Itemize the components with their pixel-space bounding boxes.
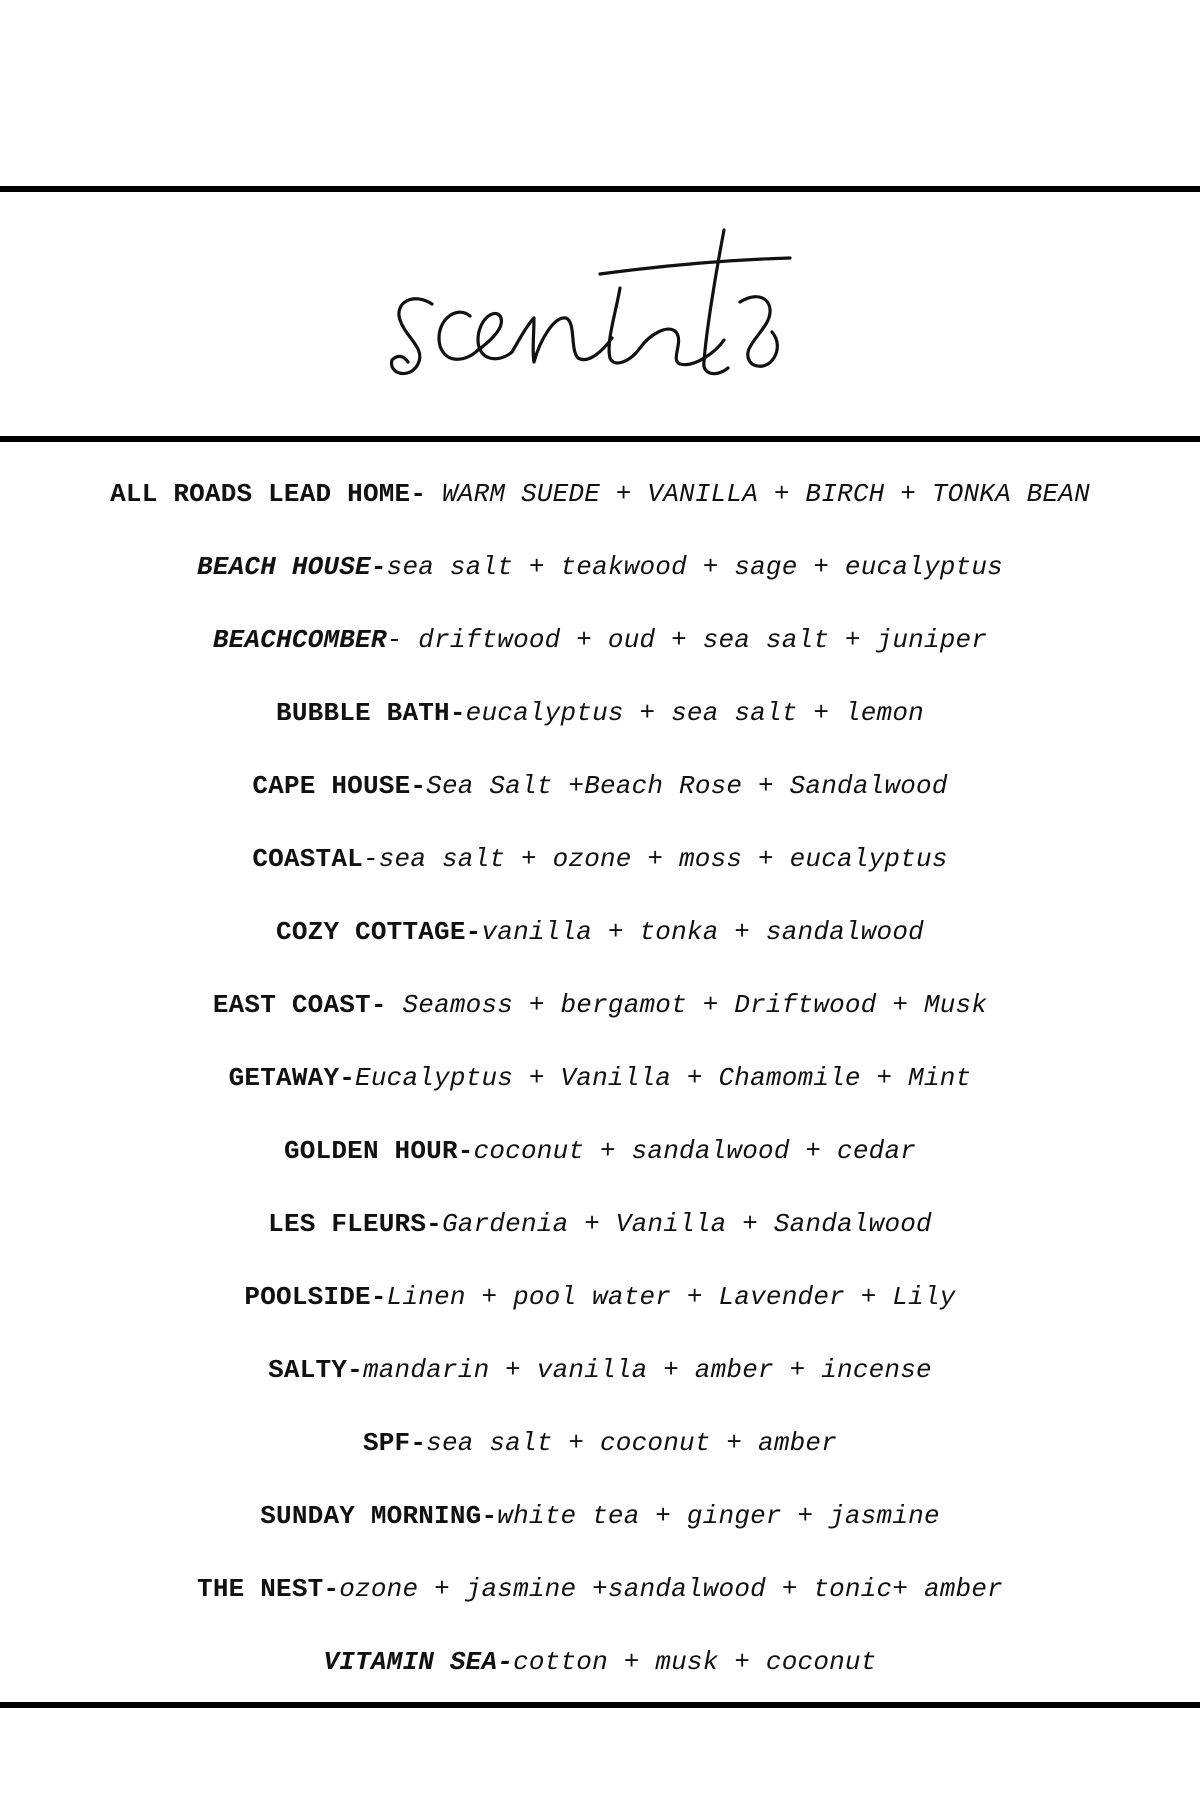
scent-row (0, 823, 1200, 896)
scent-notes: white tea + ginger + jasmine (497, 1501, 940, 1531)
scent-notes: cotton + musk + coconut (513, 1647, 877, 1677)
scent-row (0, 1553, 1200, 1626)
scent-name: CAPE HOUSE- (252, 771, 427, 801)
scent-row (0, 1407, 1200, 1480)
scent-row (0, 531, 1200, 604)
scent-name: THE NEST- (197, 1574, 340, 1604)
scent-notes: Eucalyptus + Vanilla + Chamomile + Mint (355, 1063, 972, 1093)
middle-divider (0, 436, 1200, 442)
scent-name: VITAMIN SEA- (323, 1647, 514, 1677)
scent-name: EAST COAST- (212, 990, 387, 1020)
scent-notes: eucalyptus + sea salt + lemon (465, 698, 924, 728)
scent-notes: -sea salt + ozone + moss + eucalyptus (362, 844, 948, 874)
scent-notes: sea salt + teakwood + sage + eucalyptus (386, 552, 1003, 582)
scent-notes: ozone + jasmine +sandalwood + tonic+ amber (339, 1574, 1003, 1604)
scent-name: LES FLEURS- (268, 1209, 442, 1239)
scent-notes: WARM SUEDE + VANILLA + BIRCH + TONKA BEAN (426, 479, 1090, 509)
scent-row (0, 1480, 1200, 1553)
scent-notes: mandarin + vanilla + amber + incense (362, 1355, 932, 1385)
scent-row (0, 458, 1200, 531)
scent-row (0, 604, 1200, 677)
scent-notes: Linen + pool water + Lavender + Lily (386, 1282, 956, 1312)
scent-row (0, 1261, 1200, 1334)
scent-name: GETAWAY- (228, 1063, 356, 1093)
scent-row (0, 1188, 1200, 1261)
scent-name: ALL ROADS LEAD HOME- (110, 479, 427, 509)
scent-notes: - driftwood + oud + sea salt + juniper (386, 625, 988, 655)
scent-notes: coconut + sandalwood + cedar (473, 1136, 917, 1166)
scent-name: POOLSIDE- (244, 1282, 387, 1312)
scent-name: GOLDEN HOUR- (283, 1136, 474, 1166)
bottom-divider (0, 1702, 1200, 1708)
scent-name: BUBBLE BATH- (276, 698, 466, 728)
scent-notes: Seamoss + bergamot + Driftwood + Musk (386, 990, 988, 1020)
scent-notes: Gardenia + Vanilla + Sandalwood (441, 1209, 932, 1239)
scent-notes: vanilla + tonka + sandalwood (481, 917, 924, 947)
script-title-lettering (0, 192, 1200, 436)
scent-row (0, 677, 1200, 750)
scent-name: COZY COTTAGE- (276, 917, 482, 947)
scent-notes: Sea Salt +Beach Rose + Sandalwood (426, 771, 948, 801)
scent-name: SUNDAY MORNING- (260, 1501, 498, 1531)
scent-name: BEACHCOMBER (212, 625, 387, 655)
scent-name: SPF- (362, 1428, 427, 1458)
scent-name: BEACH HOUSE- (197, 552, 387, 582)
scent-row (0, 750, 1200, 823)
scent-row (0, 1334, 1200, 1407)
scent-row (0, 1115, 1200, 1188)
scent-notes: sea salt + coconut + amber (426, 1428, 838, 1458)
scent-row (0, 1626, 1200, 1699)
scent-list (0, 458, 1200, 1699)
scent-row (0, 1042, 1200, 1115)
scent-row (0, 896, 1200, 969)
scent-name: SALTY- (268, 1355, 363, 1385)
scent-row (0, 969, 1200, 1042)
scent-name: COASTAL (252, 844, 363, 874)
page-title (0, 192, 1200, 436)
